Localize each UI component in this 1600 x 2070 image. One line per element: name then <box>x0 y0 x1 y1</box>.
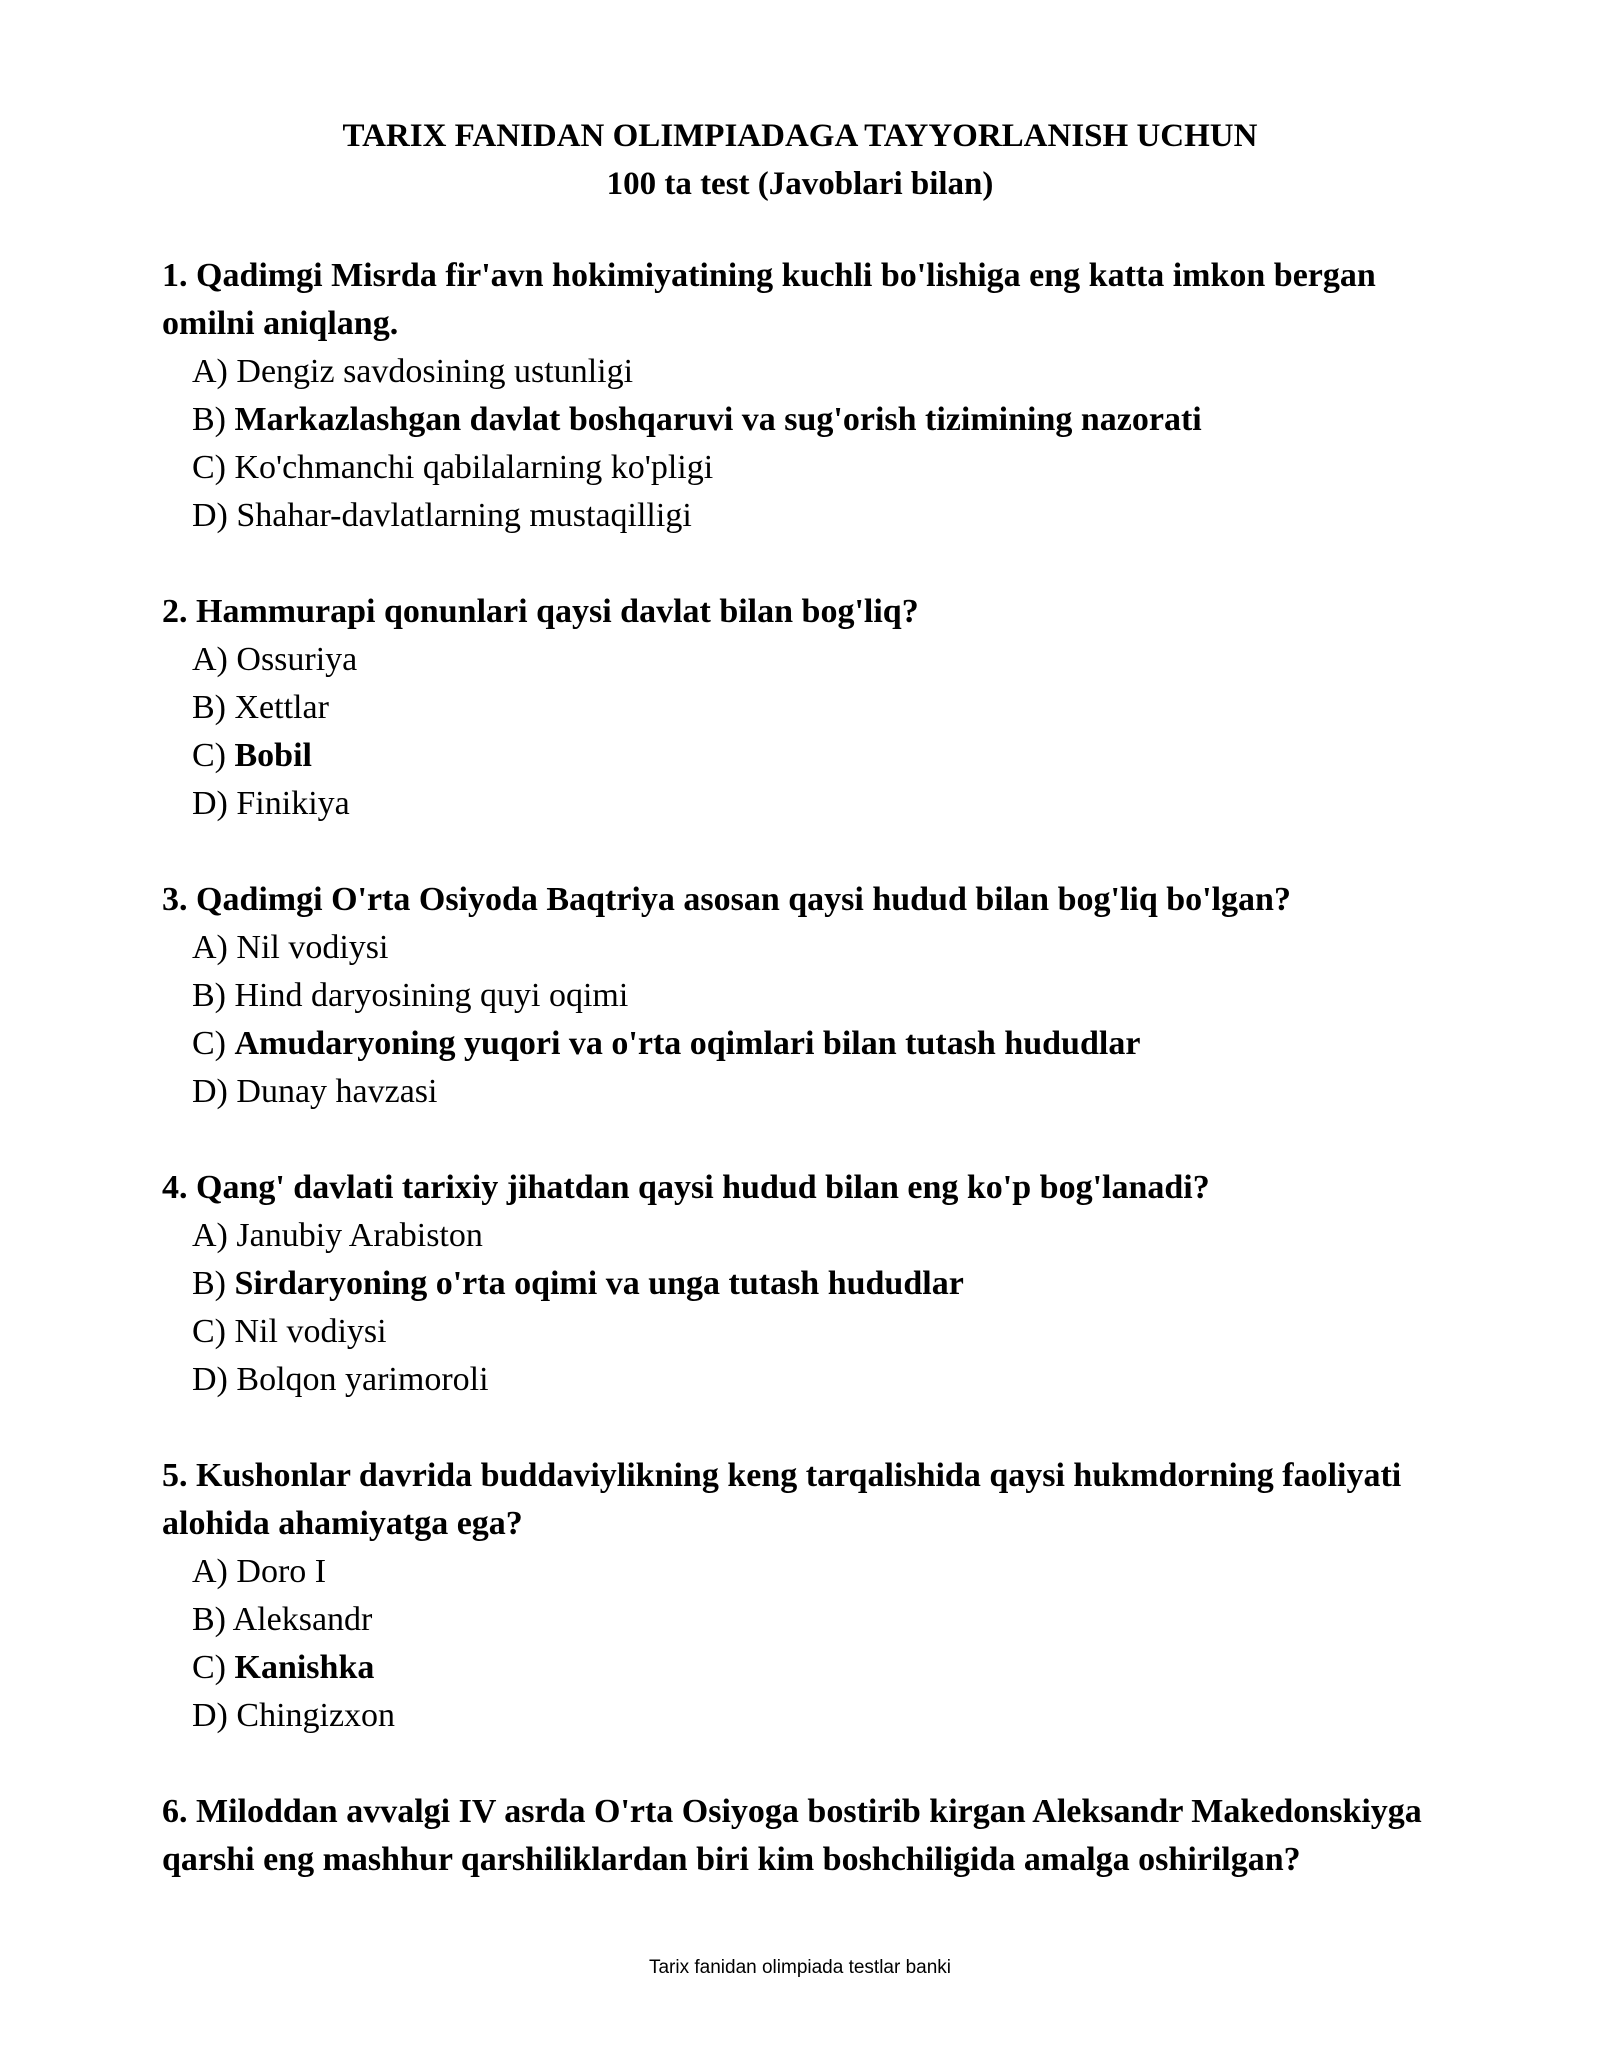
answer-option <box>162 492 1452 540</box>
answer-option <box>162 1068 1452 1116</box>
question-block <box>162 588 1452 828</box>
answer-option <box>162 972 1452 1020</box>
option-text: Nil vodiysi <box>234 1313 387 1350</box>
question-block <box>162 1452 1452 1740</box>
answer-option <box>162 924 1452 972</box>
page-footer: Tarix fanidan olimpiada testlar banki <box>648 1957 952 1978</box>
option-text-correct: Amudaryoning yuqori va o'rta oqimlari bilan tutash hududlar <box>234 1025 1141 1062</box>
answer-option <box>162 396 1452 444</box>
option-text: Nil vodiysi <box>236 929 389 966</box>
option-text: Ko'chmanchi qabilalarning ko'pligi <box>234 449 714 486</box>
option-letter: C) <box>192 1025 226 1062</box>
answer-option <box>162 636 1452 684</box>
option-letter: D) <box>192 1073 228 1110</box>
option-text-correct: Sirdaryoning o'rta oqimi va unga tutash hududlar <box>234 1265 964 1302</box>
option-text: Xettlar <box>234 689 329 726</box>
option-letter: D) <box>192 1697 228 1734</box>
option-letter: D) <box>192 497 228 534</box>
answer-option <box>162 1692 1452 1740</box>
option-text-correct: Markazlashgan davlat boshqaruvi va sug'orish tizimining nazorati <box>234 401 1202 438</box>
option-text-correct: Kanishka <box>234 1649 375 1686</box>
answer-option <box>162 1596 1452 1644</box>
option-letter: A) <box>192 929 228 966</box>
question-text: 4. Qang' davlati tarixiy jihatdan qaysi hudud bilan eng ko'p bog'lanadi? <box>162 1169 1210 1206</box>
answer-option <box>162 1548 1452 1596</box>
answer-option <box>162 684 1452 732</box>
question-list <box>162 252 1452 1932</box>
option-text: Doro I <box>236 1553 327 1590</box>
option-letter: B) <box>192 977 226 1014</box>
option-text: Janubiy Arabiston <box>236 1217 483 1254</box>
option-text: Ossuriya <box>236 641 358 678</box>
question-text: 1. Qadimgi Misrda fir'avn hokimiyatining kuchli bo'lishiga eng katta imkon bergan omilni aniqlang. <box>162 257 1376 342</box>
answer-options <box>162 1548 1452 1740</box>
option-letter: A) <box>192 1553 228 1590</box>
option-text: Chingizxon <box>236 1697 396 1734</box>
title-line-1: TARIX FANIDAN OLIMPIADAGA TAYYORLANISH UCHUN <box>342 118 1258 154</box>
option-letter: C) <box>192 737 226 774</box>
answer-option <box>162 1212 1452 1260</box>
document-title <box>0 112 1600 208</box>
option-text-correct: Bobil <box>234 737 312 774</box>
question-block <box>162 252 1452 540</box>
option-letter: D) <box>192 1361 228 1398</box>
option-letter: B) <box>192 689 226 726</box>
option-letter: A) <box>192 1217 228 1254</box>
answer-option <box>162 1356 1452 1404</box>
option-text: Bolqon yarimoroli <box>236 1361 489 1398</box>
option-letter: C) <box>192 449 226 486</box>
option-text: Finikiya <box>236 785 350 822</box>
answer-options <box>162 1212 1452 1404</box>
option-text: Hind daryosining quyi oqimi <box>234 977 629 1014</box>
option-text: Dengiz savdosining ustunligi <box>236 353 634 390</box>
option-letter: B) <box>192 1265 226 1302</box>
answer-option <box>162 444 1452 492</box>
answer-option <box>162 348 1452 396</box>
question-block <box>162 876 1452 1116</box>
option-letter: B) <box>192 1601 226 1638</box>
option-text: Shahar-davlatlarning mustaqilligi <box>236 497 692 534</box>
answer-option <box>162 732 1452 780</box>
option-text: Aleksandr <box>232 1601 373 1638</box>
answer-option <box>162 1308 1452 1356</box>
option-letter: B) <box>192 401 226 438</box>
answer-option <box>162 1260 1452 1308</box>
question-block <box>162 1164 1452 1404</box>
option-text: Dunay havzasi <box>236 1073 438 1110</box>
answer-option <box>162 1644 1452 1692</box>
option-letter: D) <box>192 785 228 822</box>
answer-options <box>162 924 1452 1116</box>
option-letter: A) <box>192 353 228 390</box>
option-letter: A) <box>192 641 228 678</box>
option-letter: C) <box>192 1313 226 1350</box>
question-text: 3. Qadimgi O'rta Osiyoda Baqtriya asosan qaysi hudud bilan bog'liq bo'lgan? <box>162 881 1291 918</box>
title-line-2: 100 ta test (Javoblari bilan) <box>606 166 994 202</box>
question-text: 2. Hammurapi qonunlari qaysi davlat bilan bog'liq? <box>162 593 919 630</box>
option-letter: C) <box>192 1649 226 1686</box>
answer-options <box>162 636 1452 828</box>
question-text: 5. Kushonlar davrida buddaviylikning keng tarqalishida qaysi hukmdorning faoliyati alohida ahamiyatga ega? <box>162 1457 1402 1542</box>
question-text: 6. Miloddan avvalgi IV asrda O'rta Osiyoga bostirib kirgan Aleksandr Makedonskiyga qarshi eng mashhur qarshiliklardan biri kim boshchiligida amalga oshirilgan? <box>162 1793 1422 1878</box>
answer-options <box>162 348 1452 540</box>
answer-option <box>162 780 1452 828</box>
answer-option <box>162 1020 1452 1068</box>
question-block <box>162 1788 1452 1884</box>
